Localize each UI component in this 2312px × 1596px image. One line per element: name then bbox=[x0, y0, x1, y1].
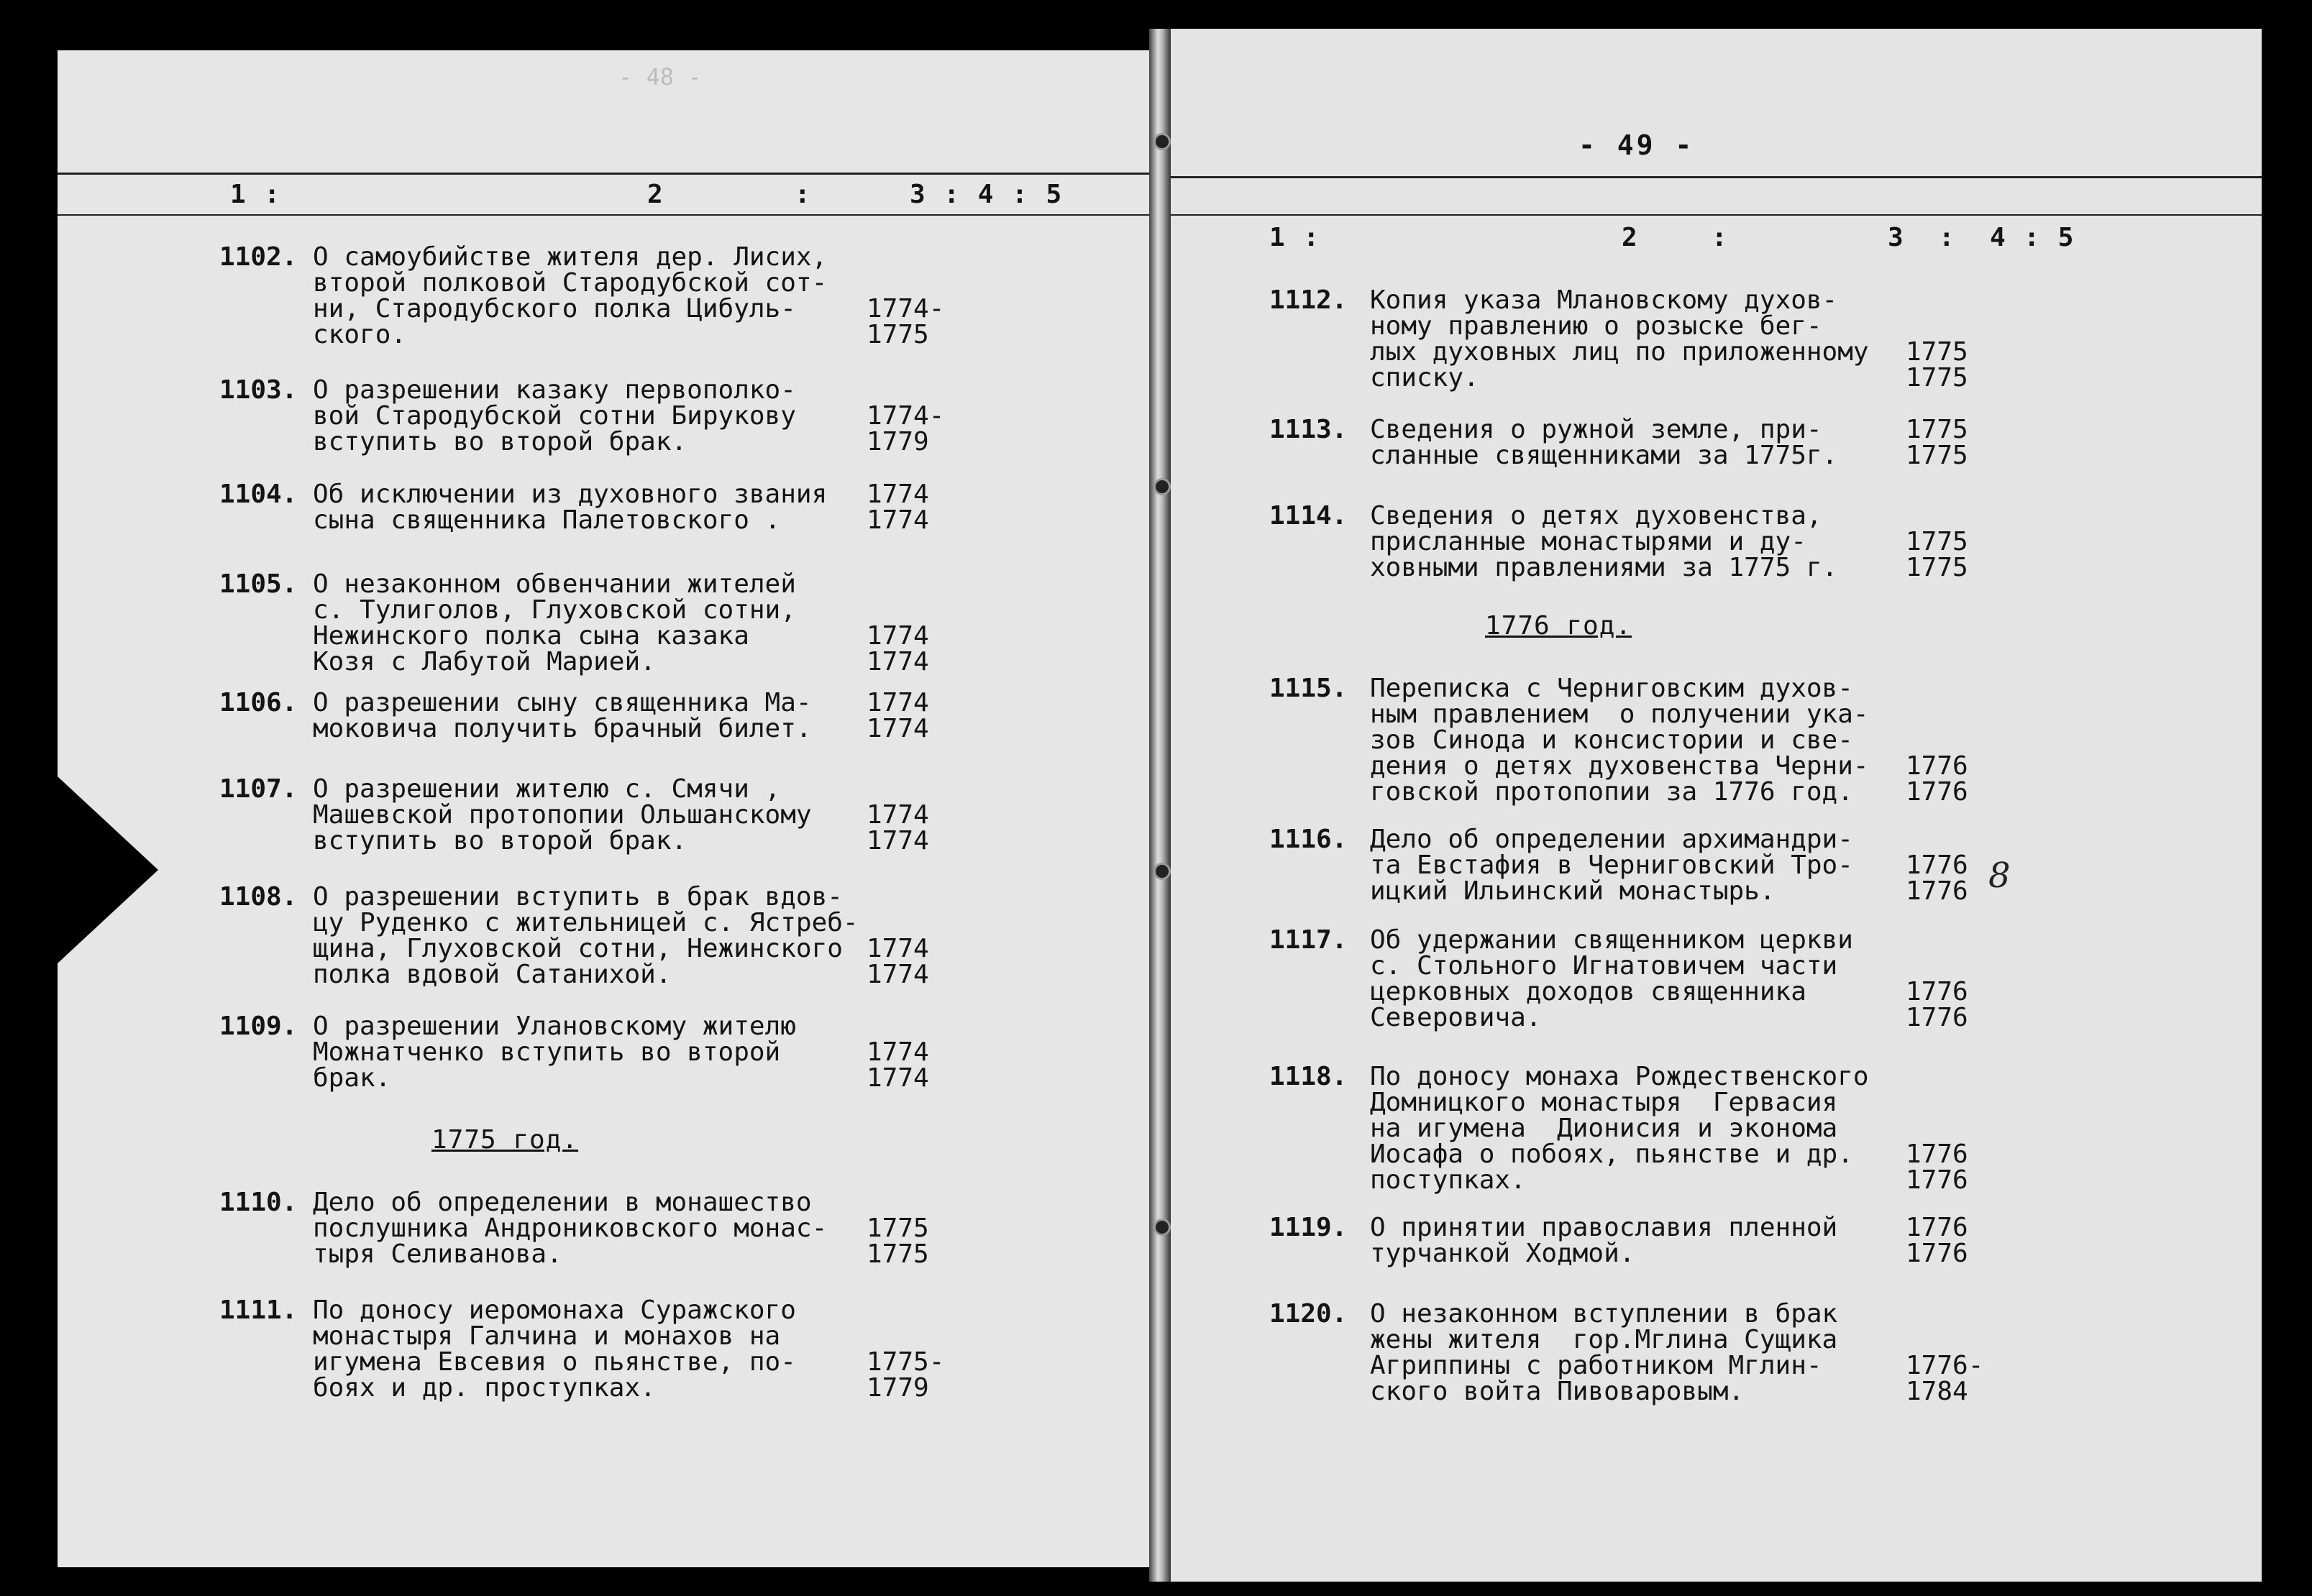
year-line: 1774 bbox=[867, 1063, 929, 1093]
col-header-1: 1 : bbox=[1269, 223, 1321, 252]
description-line: присланные монастырями и ду- bbox=[1370, 527, 1806, 556]
col-header-3: 3 : 4 : 5 bbox=[1888, 223, 2075, 252]
year-line: 1774- bbox=[867, 294, 945, 324]
description-line: цу Руденко с жительницей с. Ястреб- bbox=[313, 908, 859, 937]
year-line: 1775- bbox=[867, 1347, 945, 1377]
year-line: 1776 bbox=[1906, 1003, 1968, 1032]
entry-number: 1108. bbox=[219, 882, 298, 912]
description-line: Копия указа Млановскому духов- bbox=[1370, 285, 1838, 315]
entry-years bbox=[867, 776, 929, 854]
entry-description bbox=[1370, 827, 1853, 904]
description-line: боях и др. проступках. bbox=[313, 1373, 656, 1403]
entry-number: 1109. bbox=[219, 1012, 298, 1041]
binding-stitch bbox=[1153, 133, 1171, 150]
description-line: моковича получить брачный билет. bbox=[313, 714, 812, 743]
description-line: По доносу монаха Рождественского bbox=[1370, 1062, 1869, 1091]
description-line: Можнатченко вступить во второй bbox=[313, 1037, 781, 1067]
description-line: на игумена Дионисия и эконома bbox=[1370, 1114, 1838, 1143]
year-line: 1774 bbox=[867, 934, 929, 963]
year-line bbox=[1906, 1090, 1968, 1116]
year-line: 1774 bbox=[867, 714, 929, 743]
year-line: 1776 bbox=[1906, 1213, 1968, 1242]
entry-description bbox=[313, 1295, 796, 1403]
header-rule-top bbox=[58, 173, 1154, 175]
year-line: 1775 bbox=[1906, 553, 1968, 582]
year-line: 1774 bbox=[867, 800, 929, 830]
description-line: Иосафа о побоях, пьянстве и др. bbox=[1370, 1139, 1853, 1169]
binding-stitch bbox=[1153, 1219, 1171, 1236]
description-line: вступить во второй брак. bbox=[313, 427, 687, 457]
description-line: О самоубийстве жителя дер. Лисих, bbox=[313, 242, 828, 272]
year-line: 1779 bbox=[867, 1373, 929, 1403]
description-line: О разрешении жителю с. Смячи , bbox=[313, 774, 781, 804]
description-line: говской протопопии за 1776 год. bbox=[1370, 777, 1853, 807]
entry-number: 1115. bbox=[1269, 674, 1348, 703]
entry-years bbox=[867, 884, 929, 988]
entry-description bbox=[1370, 676, 1869, 805]
year-line bbox=[867, 244, 944, 270]
year-line bbox=[867, 1298, 944, 1324]
description-line: жены жителя гор.Мглина Сущика bbox=[1370, 1325, 1838, 1354]
col-header-sep: : bbox=[795, 180, 812, 209]
entry-description bbox=[313, 1190, 827, 1267]
year-line: 1774 bbox=[867, 826, 929, 856]
year-line bbox=[867, 270, 944, 296]
year-line: 1775 bbox=[1906, 337, 1968, 367]
year-line: 1776- bbox=[1906, 1351, 1984, 1380]
col-header-3: 3 : 4 : 5 bbox=[910, 180, 1064, 209]
description-line: О принятии православия пленной bbox=[1370, 1213, 1838, 1242]
entry-description bbox=[1370, 503, 1837, 581]
year-line: 1775 bbox=[1906, 415, 1968, 444]
description-line: О разрешении казаку первополко- bbox=[313, 375, 796, 405]
year-line: 1774 bbox=[867, 480, 929, 509]
year-line bbox=[867, 572, 929, 597]
year-line: 1775 bbox=[867, 320, 929, 349]
description-line: вступить во второй брак. bbox=[313, 826, 687, 856]
entry-years bbox=[867, 1014, 929, 1091]
year-line: 1775 bbox=[867, 1214, 929, 1243]
entry-number: 1105. bbox=[219, 569, 298, 599]
bleed-through-page-number: - 48 - bbox=[618, 63, 702, 91]
year-heading-1776: 1776 год. bbox=[1485, 611, 1632, 641]
year-line: 1776 bbox=[1906, 751, 1968, 781]
entry-number: 1112. bbox=[1269, 285, 1348, 315]
description-line: Сведения о детях духовенства, bbox=[1370, 501, 1822, 531]
entry-description bbox=[313, 1014, 796, 1091]
entry-description bbox=[313, 244, 827, 348]
book-spine bbox=[1149, 29, 1171, 1582]
year-line: 1775 bbox=[1906, 363, 1968, 393]
year-line bbox=[1906, 827, 1968, 853]
header-rule-bottom bbox=[58, 214, 1154, 216]
description-line: ным правлением о получении ука- bbox=[1370, 700, 1869, 729]
col-header-1: 1 : bbox=[230, 180, 282, 209]
year-line bbox=[867, 910, 929, 936]
entry-number: 1106. bbox=[219, 688, 298, 717]
entry-description bbox=[1370, 1064, 1869, 1193]
entry-description bbox=[313, 482, 827, 533]
entry-years bbox=[867, 1190, 929, 1267]
description-line: ни, Стародубского полка Цибуль- bbox=[313, 294, 796, 324]
entry-number: 1110. bbox=[219, 1188, 298, 1217]
entry-number: 1120. bbox=[1269, 1299, 1348, 1329]
description-line: второй полковой Стародубской сот- bbox=[313, 268, 828, 298]
description-line: О незаконном обвенчании жителей bbox=[313, 569, 796, 599]
description-line: Машевской протопопии Ольшанскому bbox=[313, 800, 812, 830]
description-line: брак. bbox=[313, 1063, 391, 1093]
description-line: Дело об определении в монашество bbox=[313, 1188, 812, 1217]
description-line: Нежинского полка сына казака bbox=[313, 621, 749, 651]
entry-description bbox=[1370, 1301, 1837, 1405]
entry-years bbox=[1906, 927, 1968, 1031]
entry-number: 1114. bbox=[1269, 501, 1348, 531]
year-line: 1774 bbox=[867, 621, 929, 651]
description-line: ского войта Пивоваровым. bbox=[1370, 1377, 1745, 1406]
page-number: - 49 - bbox=[1578, 129, 1695, 161]
year-line: 1774 bbox=[867, 505, 929, 535]
description-line: Агриппины с работником Мглин- bbox=[1370, 1351, 1822, 1380]
entry-years bbox=[867, 482, 929, 533]
year-line: 1774 bbox=[867, 1037, 929, 1067]
description-line: Домницкого монастыря Гервасия bbox=[1370, 1088, 1838, 1117]
col-header-2: 2 bbox=[647, 180, 664, 209]
entry-description bbox=[313, 776, 812, 854]
year-line: 1775 bbox=[867, 1239, 929, 1269]
entry-years bbox=[1906, 1215, 1968, 1267]
description-line: дения о детях духовенства Черни- bbox=[1370, 751, 1869, 781]
year-line: 1776 bbox=[1906, 1139, 1968, 1169]
description-line: церковных доходов священника bbox=[1370, 977, 1806, 1006]
entry-years bbox=[1906, 1064, 1968, 1193]
entry-number: 1116. bbox=[1269, 825, 1348, 854]
header-rule-bottom bbox=[1161, 214, 2262, 216]
entry-years bbox=[867, 572, 929, 675]
entry-number: 1107. bbox=[219, 774, 298, 804]
page-notch bbox=[58, 776, 158, 963]
entry-years bbox=[867, 1298, 944, 1401]
entry-number: 1103. bbox=[219, 375, 298, 405]
year-line bbox=[1906, 288, 1968, 313]
entry-years bbox=[1906, 288, 1968, 391]
description-line: тыря Селиванова. bbox=[313, 1239, 562, 1269]
year-line: 1774 bbox=[867, 960, 929, 989]
description-line: с. Стольного Игнатовичем части bbox=[1370, 951, 1838, 981]
description-line: зов Синода и консистории и све- bbox=[1370, 725, 1853, 755]
year-line bbox=[867, 884, 929, 910]
year-line bbox=[867, 1014, 929, 1040]
description-line: лых духовных лиц по приложенному bbox=[1370, 337, 1869, 367]
entry-description bbox=[1370, 285, 1869, 393]
description-line: полка вдовой Сатанихой. bbox=[313, 960, 672, 989]
year-line bbox=[1906, 953, 1968, 979]
entry-years bbox=[1906, 417, 1968, 469]
description-line: сланные священниками за 1775г. bbox=[1370, 441, 1838, 470]
right-page bbox=[1161, 29, 2262, 1582]
description-line: Козя с Лабутой Марией. bbox=[313, 647, 656, 677]
year-line: 1779 bbox=[867, 427, 929, 457]
entry-years bbox=[867, 377, 944, 455]
year-line bbox=[1906, 1301, 1983, 1327]
year-line bbox=[1906, 927, 1968, 953]
col-header-2: 2 bbox=[1622, 223, 1639, 252]
entry-description bbox=[1370, 927, 1853, 1031]
year-line: 1776 bbox=[1906, 1239, 1968, 1268]
year-line: 1774 bbox=[867, 688, 929, 717]
description-line: игумена Евсевия о пьянстве, по- bbox=[313, 1347, 796, 1377]
entry-description bbox=[1370, 417, 1837, 469]
entry-number: 1102. bbox=[219, 242, 298, 272]
year-line: 1776 bbox=[1906, 977, 1968, 1006]
header-rule-top bbox=[1161, 176, 2262, 178]
entry-years bbox=[867, 244, 944, 348]
binding-stitch bbox=[1153, 478, 1171, 495]
year-line bbox=[867, 1324, 944, 1349]
year-line bbox=[1906, 313, 1968, 339]
year-line bbox=[1906, 728, 1968, 753]
year-line: 1776 bbox=[1906, 1165, 1968, 1195]
description-line: Об удержании священником церкви bbox=[1370, 925, 1853, 955]
description-line: Дело об определении архимандри- bbox=[1370, 825, 1853, 854]
entry-number: 1104. bbox=[219, 480, 298, 509]
year-heading-1775: 1775 год. bbox=[431, 1125, 579, 1155]
year-line bbox=[1906, 1327, 1983, 1353]
year-line bbox=[867, 377, 944, 403]
handwritten-mark: 8 bbox=[1988, 856, 2011, 896]
description-line: О разрешении сыну священника Ма- bbox=[313, 688, 812, 717]
entry-years bbox=[867, 690, 929, 742]
entry-number: 1119. bbox=[1269, 1213, 1348, 1242]
entry-number: 1113. bbox=[1269, 415, 1348, 444]
description-line: Северовича. bbox=[1370, 1003, 1542, 1032]
entry-description bbox=[313, 377, 796, 455]
entry-years bbox=[1906, 676, 1968, 805]
year-line bbox=[1906, 676, 1968, 702]
description-line: Переписка с Черниговским духов- bbox=[1370, 674, 1853, 703]
left-page bbox=[58, 50, 1154, 1567]
year-line: 1776 bbox=[1906, 777, 1968, 807]
description-line: О разрешении вступить в брак вдов- bbox=[313, 882, 843, 912]
description-line: щина, Глуховской сотни, Нежинского bbox=[313, 934, 843, 963]
description-line: ному правлению о розыске бег- bbox=[1370, 311, 1822, 341]
year-line: 1775 bbox=[1906, 527, 1968, 556]
year-line: 1776 bbox=[1906, 876, 1968, 906]
description-line: ицкий Ильинский монастырь. bbox=[1370, 876, 1776, 906]
entry-description bbox=[313, 569, 796, 677]
description-line: сына священника Палетовского . bbox=[313, 505, 781, 535]
description-line: ховными правлениями за 1775 г. bbox=[1370, 553, 1838, 582]
description-line: турчанкой Ходмой. bbox=[1370, 1239, 1635, 1268]
year-line bbox=[1906, 1116, 1968, 1142]
year-line: 1774- bbox=[867, 401, 945, 431]
description-line: вой Стародубской сотни Бирукову bbox=[313, 401, 796, 431]
year-line bbox=[1906, 1064, 1968, 1090]
year-line bbox=[867, 597, 929, 623]
description-line: послушника Андрониковского монас- bbox=[313, 1214, 828, 1243]
entry-years bbox=[1906, 503, 1968, 581]
description-line: поступках. bbox=[1370, 1165, 1526, 1195]
description-line: Сведения о ружной земле, при- bbox=[1370, 415, 1822, 444]
binding-stitch bbox=[1153, 863, 1171, 880]
year-line bbox=[1906, 503, 1968, 529]
year-line bbox=[867, 1190, 929, 1216]
year-line bbox=[1906, 702, 1968, 728]
entry-years bbox=[1906, 1301, 1983, 1405]
description-line: с. Тулиголов, Глуховской сотни, bbox=[313, 595, 796, 625]
description-line: списку. bbox=[1370, 363, 1479, 393]
description-line: По доносу иеромонаха Суражского bbox=[313, 1295, 796, 1325]
col-header-sep: : bbox=[1712, 223, 1729, 252]
description-line: Об исключении из духовного звания bbox=[313, 480, 828, 509]
entry-years bbox=[1906, 827, 1968, 904]
entry-number: 1117. bbox=[1269, 925, 1348, 955]
year-line: 1774 bbox=[867, 647, 929, 677]
year-line: 1775 bbox=[1906, 441, 1968, 470]
year-line: 1776 bbox=[1906, 850, 1968, 880]
year-line bbox=[867, 776, 929, 802]
description-line: монастыря Галчина и монахов на bbox=[313, 1321, 781, 1351]
description-line: О разрешении Улановскому жителю bbox=[313, 1012, 796, 1041]
description-line: ского. bbox=[313, 320, 407, 349]
entry-description bbox=[313, 884, 859, 988]
entry-description bbox=[313, 690, 812, 742]
entry-number: 1118. bbox=[1269, 1062, 1348, 1091]
entry-number: 1111. bbox=[219, 1295, 298, 1325]
year-line: 1784 bbox=[1906, 1377, 1968, 1406]
entry-description bbox=[1370, 1215, 1837, 1267]
description-line: та Евстафия в Черниговский Тро- bbox=[1370, 850, 1853, 880]
description-line: О незаконном вступлении в брак bbox=[1370, 1299, 1838, 1329]
